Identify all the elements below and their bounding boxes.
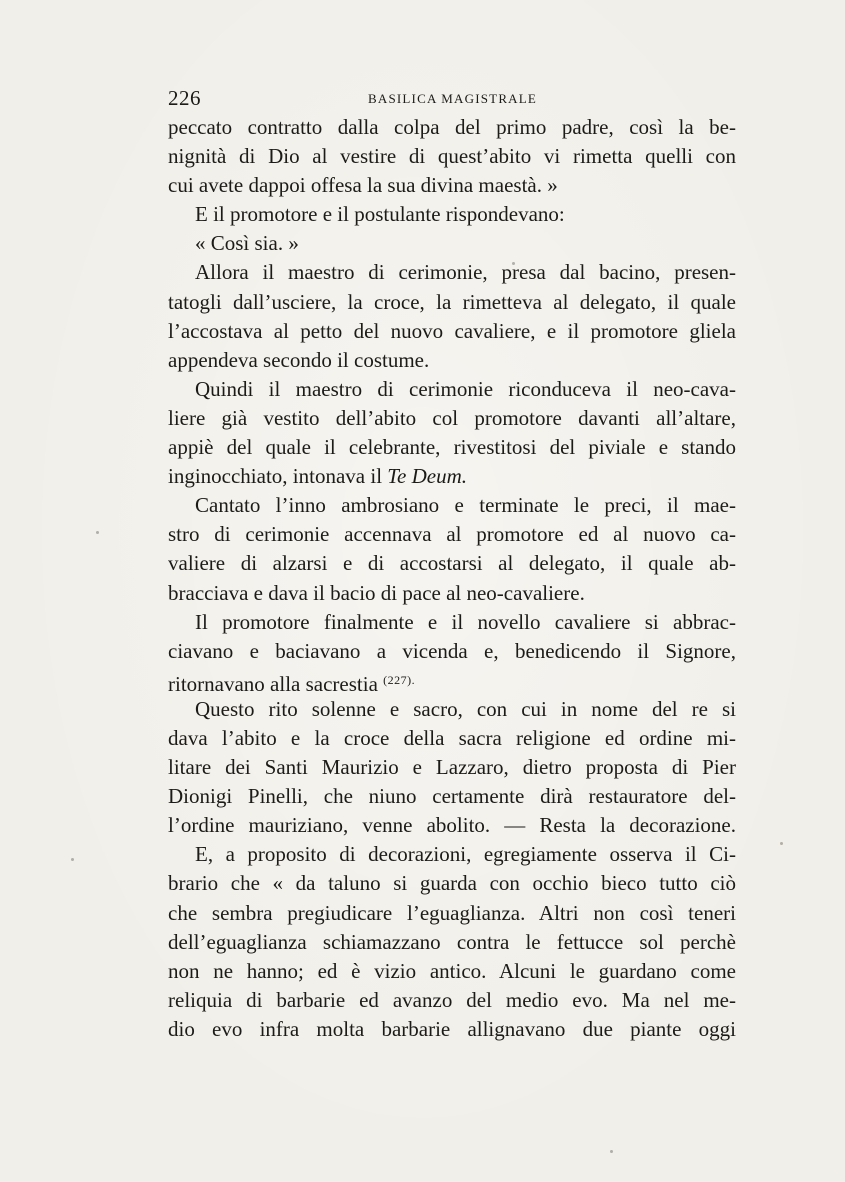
text-line: « Così sia. » bbox=[195, 231, 299, 256]
italic-title: Te Deum. bbox=[387, 464, 468, 489]
running-head bbox=[168, 86, 736, 110]
paper-speck bbox=[780, 842, 783, 845]
text-line: E il promotore e il postulante rispondevano: bbox=[195, 202, 565, 227]
text-line: E, a proposito di decorazioni, egregiamente osserva il Ci- bbox=[195, 842, 736, 867]
text-line: Dionigi Pinelli, che niuno certamente dirà restauratore del- bbox=[168, 784, 736, 809]
text-line: stro di cerimonie accennava al promotore ed al nuovo ca- bbox=[168, 522, 736, 547]
text-line bbox=[168, 666, 736, 695]
text-line: Il promotore finalmente e il novello cavaliere si abbrac- bbox=[195, 609, 736, 634]
text-line: dell’eguaglianza schiamazzano contra le fettucce sol perchè bbox=[168, 929, 736, 954]
text-line: appiè del quale il celebrante, rivestitosi del piviale e stando bbox=[168, 435, 736, 460]
text-line: tatogli dall’usciere, la croce, la rimetteva al delegato, il quale bbox=[168, 289, 736, 314]
text-line: dava l’abito e la croce della sacra religione ed ordine mi- bbox=[168, 725, 736, 750]
paper-speck bbox=[610, 1150, 613, 1153]
text-line bbox=[168, 462, 736, 491]
text-line: peccato contratto dalla colpa del primo padre, così la be- bbox=[168, 115, 736, 139]
text-line: liere già vestito dell’abito col promotore davanti all’altare, bbox=[168, 405, 736, 430]
running-title: BASILICA MAGISTRALE bbox=[368, 91, 538, 106]
text-line: nignità di Dio al vestire di quest’abito vi rimetta quelli con bbox=[168, 144, 736, 169]
body-text bbox=[168, 113, 736, 1044]
text-line: Quindi il maestro di cerimonie riconduceva il neo-cava- bbox=[195, 376, 736, 401]
text-line: bracciava e dava il bacio di pace al neo-cavaliere. bbox=[168, 580, 585, 605]
text-line: l’ordine mauriziano, venne abolito. — Resta la decorazione. bbox=[168, 813, 736, 838]
text-line: ciavano e baciavano a vicenda e, benedicendo il Signore, bbox=[168, 638, 736, 663]
text-line: Questo rito solenne e sacro, con cui in nome del re si bbox=[195, 696, 736, 721]
text-line: brario che « da taluno si guarda con occhio bieco tutto ciò bbox=[168, 871, 736, 896]
paper-speck bbox=[71, 858, 74, 861]
page-number: 226 bbox=[168, 86, 201, 110]
text-line: non ne hanno; ed è vizio antico. Alcuni le guardano come bbox=[168, 958, 736, 983]
text-line: l’accostava al petto del nuovo cavaliere, e il promotore gliela bbox=[168, 318, 736, 343]
text-line: reliquia di barbarie ed avanzo del medio evo. Ma nel me- bbox=[168, 987, 736, 1012]
text-line: Cantato l’inno ambrosiano e terminate le preci, il mae- bbox=[195, 493, 736, 518]
footnote-reference: (227). bbox=[383, 672, 416, 687]
text-segment: inginocchiato, intonava il bbox=[168, 464, 383, 489]
text-line: litare dei Santi Maurizio e Lazzaro, dietro proposta di Pier bbox=[168, 755, 736, 780]
text-line: valiere di alzarsi e di accostarsi al delegato, il quale ab- bbox=[168, 551, 736, 576]
paper-speck bbox=[96, 531, 99, 534]
text-line: cui avete dappoi offesa la sua divina maestà. » bbox=[168, 173, 558, 198]
text-line: Allora il maestro di cerimonie, presa dal bacino, presen- bbox=[195, 260, 736, 285]
text-line: appendeva secondo il costume. bbox=[168, 347, 430, 372]
text-line: dio evo infra molta barbarie allignavano due piante oggi bbox=[168, 1016, 736, 1041]
paper-speck bbox=[512, 262, 515, 265]
text-line: che sembra pregiudicare l’eguaglianza. Altri non così teneri bbox=[168, 900, 736, 925]
text-segment: ritornavano alla sacrestia bbox=[168, 671, 378, 696]
